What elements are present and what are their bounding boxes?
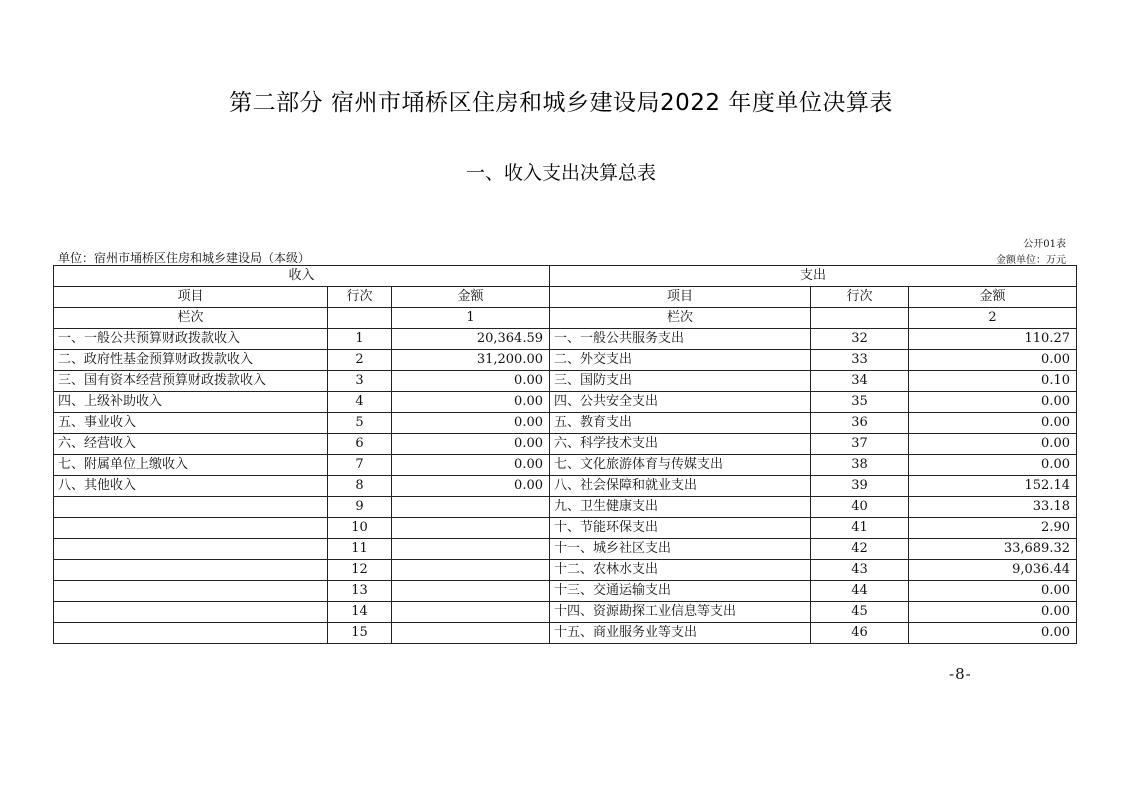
- section-header-row: [54, 266, 1077, 287]
- income-item-cell: [54, 602, 328, 623]
- income-row-no-cell: 7: [328, 455, 392, 476]
- expense-amount-cell: 152.14: [909, 476, 1077, 497]
- income-row-no-cell: 4: [328, 392, 392, 413]
- income-item-cell: [54, 518, 328, 539]
- expense-amount-cell: 0.00: [909, 455, 1077, 476]
- expense-amount-cell: 0.10: [909, 371, 1077, 392]
- income-amount-header: 金额: [392, 287, 550, 308]
- expense-item-cell: 三、国防支出: [550, 371, 811, 392]
- income-row-no-cell: 8: [328, 476, 392, 497]
- expense-row-no-cell: 39: [811, 476, 909, 497]
- income-row-no-cell: 9: [328, 497, 392, 518]
- expense-row-no-cell: 34: [811, 371, 909, 392]
- expense-item-cell: 四、公共安全支出: [550, 392, 811, 413]
- expense-item-cell: 十、节能环保支出: [550, 518, 811, 539]
- income-item-cell: 三、国有资本经营预算财政拨款收入: [54, 371, 328, 392]
- income-item-cell: 五、事业收入: [54, 413, 328, 434]
- expense-amount-cell: 0.00: [909, 413, 1077, 434]
- income-amount-cell: 20,364.59: [392, 329, 550, 350]
- income-row-no-cell: 14: [328, 602, 392, 623]
- income-amount-cell: 0.00: [392, 476, 550, 497]
- expense-row-no-cell: 41: [811, 518, 909, 539]
- income-expense-table: [53, 265, 1077, 644]
- table-row: [54, 497, 1077, 518]
- expense-item-cell: 十三、交通运输支出: [550, 581, 811, 602]
- money-unit-label: 金额单位：万元: [996, 255, 1066, 266]
- expense-row-no-cell: 46: [811, 623, 909, 644]
- expense-amount-cell: 110.27: [909, 329, 1077, 350]
- expense-row-no-cell: 44: [811, 581, 909, 602]
- expense-item-cell: 二、外交支出: [550, 350, 811, 371]
- expense-row-no-cell: 38: [811, 455, 909, 476]
- table-row: [54, 455, 1077, 476]
- table-row: [54, 581, 1077, 602]
- income-row-no-cell: 5: [328, 413, 392, 434]
- table-row: [54, 560, 1077, 581]
- expense-amount-cell: 33.18: [909, 497, 1077, 518]
- income-amount-cell: 0.00: [392, 434, 550, 455]
- income-row-no-cell: 3: [328, 371, 392, 392]
- income-row-no-cell: 6: [328, 434, 392, 455]
- income-row-no-cell: 13: [328, 581, 392, 602]
- expense-row-no-cell: 43: [811, 560, 909, 581]
- expense-item-cell: 五、教育支出: [550, 413, 811, 434]
- unit-label: 单位：宿州市埇桥区住房和城乡建设局（本级）: [58, 251, 311, 265]
- expense-item-cell: 七、文化旅游体育与传媒支出: [550, 455, 811, 476]
- income-amount-cell: 0.00: [392, 413, 550, 434]
- expense-header: 支出: [550, 266, 1077, 287]
- income-row-no-cell: 2: [328, 350, 392, 371]
- income-item-cell: 四、上级补助收入: [54, 392, 328, 413]
- expense-item-cell: 九、卫生健康支出: [550, 497, 811, 518]
- expense-row-no-cell: 33: [811, 350, 909, 371]
- table-row: [54, 539, 1077, 560]
- income-column-no-label: 栏次: [54, 308, 328, 329]
- table-row: [54, 371, 1077, 392]
- income-item-cell: [54, 560, 328, 581]
- table-row: [54, 350, 1077, 371]
- expense-column-number: 2: [909, 308, 1077, 329]
- page-title: 第二部分 宿州市埇桥区住房和城乡建设局2022 年度单位决算表: [229, 90, 893, 116]
- expense-row-no-header: 行次: [811, 287, 909, 308]
- column-header-row: [54, 287, 1077, 308]
- table-row: [54, 434, 1077, 455]
- expense-amount-cell: 0.00: [909, 602, 1077, 623]
- income-item-cell: 二、政府性基金预算财政拨款收入: [54, 350, 328, 371]
- income-item-cell: [54, 539, 328, 560]
- income-amount-cell: 0.00: [392, 371, 550, 392]
- income-column-number: 1: [392, 308, 550, 329]
- expense-item-cell: 一、一般公共服务支出: [550, 329, 811, 350]
- income-amount-cell: 0.00: [392, 392, 550, 413]
- expense-item-cell: 八、社会保障和就业支出: [550, 476, 811, 497]
- table-row: [54, 602, 1077, 623]
- expense-amount-cell: 0.00: [909, 623, 1077, 644]
- expense-row-no-cell: 37: [811, 434, 909, 455]
- income-amount-cell: [392, 497, 550, 518]
- table-row: [54, 329, 1077, 350]
- table-row: [54, 623, 1077, 644]
- expense-row-no-cell: 35: [811, 392, 909, 413]
- income-item-cell: 六、经营收入: [54, 434, 328, 455]
- income-amount-cell: [392, 518, 550, 539]
- expense-row-no-cell: 36: [811, 413, 909, 434]
- page-number: -8-: [949, 665, 972, 683]
- expense-row-no-cell: 32: [811, 329, 909, 350]
- income-row-no-cell: 12: [328, 560, 392, 581]
- income-row-no-cell: 10: [328, 518, 392, 539]
- expense-item-header: 项目: [550, 287, 811, 308]
- income-item-cell: [54, 623, 328, 644]
- expense-amount-cell: 0.00: [909, 581, 1077, 602]
- income-row-no-header: 行次: [328, 287, 392, 308]
- expense-amount-cell: 0.00: [909, 434, 1077, 455]
- income-amount-cell: [392, 623, 550, 644]
- income-item-cell: [54, 497, 328, 518]
- expense-row-no-cell: 45: [811, 602, 909, 623]
- expense-amount-header: 金额: [909, 287, 1077, 308]
- income-row-no-cell: 11: [328, 539, 392, 560]
- form-code: 公开01表: [1023, 239, 1066, 250]
- expense-amount-cell: 2.90: [909, 518, 1077, 539]
- table-subtitle: 一、收入支出决算总表: [465, 162, 656, 184]
- column-number-row: [54, 308, 1077, 329]
- expense-amount-cell: 0.00: [909, 350, 1077, 371]
- table-row: [54, 518, 1077, 539]
- income-amount-cell: [392, 539, 550, 560]
- expense-row-no-cell: 42: [811, 539, 909, 560]
- expense-column-no-label: 栏次: [550, 308, 811, 329]
- expense-item-cell: 十一、城乡社区支出: [550, 539, 811, 560]
- expense-column-no-blank: [811, 308, 909, 329]
- income-amount-cell: 0.00: [392, 455, 550, 476]
- table-row: [54, 476, 1077, 497]
- income-column-no-blank: [328, 308, 392, 329]
- expense-item-cell: 六、科学技术支出: [550, 434, 811, 455]
- expense-item-cell: 十二、农林水支出: [550, 560, 811, 581]
- income-item-cell: [54, 581, 328, 602]
- table-row: [54, 413, 1077, 434]
- expense-row-no-cell: 40: [811, 497, 909, 518]
- income-amount-cell: [392, 581, 550, 602]
- income-item-cell: 一、一般公共预算财政拨款收入: [54, 329, 328, 350]
- expense-amount-cell: 9,036.44: [909, 560, 1077, 581]
- income-row-no-cell: 1: [328, 329, 392, 350]
- income-item-cell: 七、附属单位上缴收入: [54, 455, 328, 476]
- expense-item-cell: 十四、资源勘探工业信息等支出: [550, 602, 811, 623]
- income-amount-cell: 31,200.00: [392, 350, 550, 371]
- income-amount-cell: [392, 602, 550, 623]
- table-row: [54, 392, 1077, 413]
- expense-amount-cell: 0.00: [909, 392, 1077, 413]
- income-row-no-cell: 15: [328, 623, 392, 644]
- expense-item-cell: 十五、商业服务业等支出: [550, 623, 811, 644]
- income-header: 收入: [54, 266, 550, 287]
- expense-amount-cell: 33,689.32: [909, 539, 1077, 560]
- income-amount-cell: [392, 560, 550, 581]
- income-item-header: 项目: [54, 287, 328, 308]
- income-item-cell: 八、其他收入: [54, 476, 328, 497]
